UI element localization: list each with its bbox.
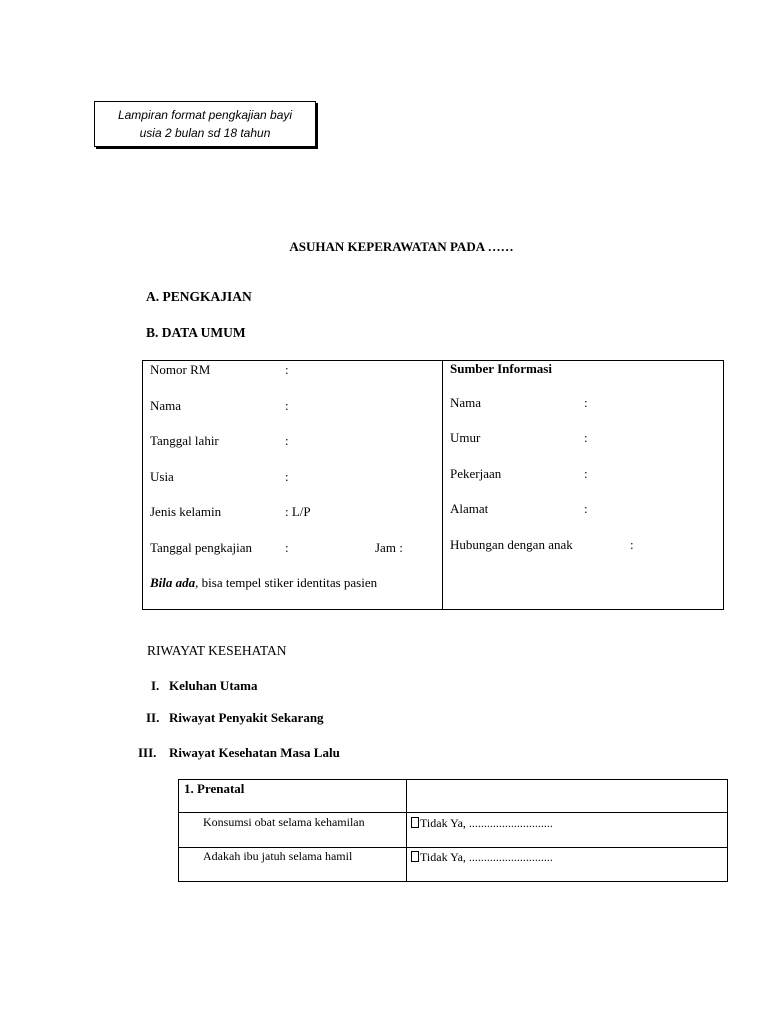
- colon-hubungan: :: [630, 537, 634, 552]
- label-sumber-informasi: Sumber Informasi: [450, 361, 552, 376]
- section-pengkajian: A. PENGKAJIAN: [146, 289, 252, 304]
- note-line-2: usia 2 bulan sd 18 tahun: [139, 126, 271, 140]
- sticker-note-emphasis: Bila ada: [150, 575, 196, 590]
- label-pekerjaan: Pekerjaan: [450, 466, 502, 481]
- prenatal-value-jatuh-text: Tidak Ya, ............................: [420, 850, 553, 864]
- checkbox-icon: [411, 851, 419, 862]
- colon-umur: :: [584, 430, 588, 445]
- prenatal-value-jatuh: [411, 850, 553, 865]
- label-hubungan: Hubungan dengan anak: [450, 537, 573, 552]
- label-alamat: Alamat: [450, 501, 489, 516]
- prenatal-header: 1. Prenatal: [184, 781, 245, 796]
- label-sumber-nama: Nama: [450, 395, 482, 410]
- colon-nomor-rm: :: [285, 362, 289, 377]
- prenatal-value-obat-text: Tidak Ya, ............................: [420, 816, 553, 830]
- sticker-note-text: , bisa tempel stiker identitas pasien: [195, 575, 378, 590]
- sticker-note: [150, 575, 377, 591]
- prenatal-row-line-2: [178, 847, 727, 848]
- label-umur: Umur: [450, 430, 481, 445]
- label-jam: Jam :: [375, 540, 403, 555]
- num-riwayat-penyakit: II.: [146, 710, 160, 725]
- colon-nama: :: [285, 398, 289, 413]
- data-umum-divider: [442, 360, 443, 609]
- colon-usia: :: [285, 469, 289, 484]
- section-data-umum: B. DATA UMUM: [146, 325, 246, 340]
- item-riwayat-masa-lalu: Riwayat Kesehatan Masa Lalu: [169, 745, 340, 760]
- colon-alamat: :: [584, 501, 588, 516]
- attachment-note: [94, 101, 316, 147]
- num-riwayat-masa-lalu: III.: [138, 745, 157, 760]
- label-nomor-rm: Nomor RM: [150, 362, 211, 377]
- label-usia: Usia: [150, 469, 174, 484]
- data-umum-table: [142, 360, 724, 610]
- colon-tanggal-pengkajian: :: [285, 540, 289, 555]
- item-riwayat-penyakit: Riwayat Penyakit Sekarang: [169, 710, 324, 725]
- item-keluhan-utama: Keluhan Utama: [169, 678, 258, 693]
- value-jenis-kelamin: : L/P: [285, 504, 311, 519]
- label-tanggal-lahir: Tanggal lahir: [150, 433, 219, 448]
- document-title: ASUHAN KEPERAWATAN PADA ……: [289, 239, 514, 254]
- label-tanggal-pengkajian: Tanggal pengkajian: [150, 540, 252, 555]
- num-keluhan-utama: I.: [151, 678, 160, 693]
- checkbox-icon: [411, 817, 419, 828]
- colon-sumber-nama: :: [584, 395, 588, 410]
- heading-riwayat-kesehatan: RIWAYAT KESEHATAN: [147, 643, 287, 658]
- colon-tanggal-lahir: :: [285, 433, 289, 448]
- prenatal-label-obat: Konsumsi obat selama kehamilan: [203, 815, 365, 829]
- label-jenis-kelamin: Jenis kelamin: [150, 504, 222, 519]
- prenatal-divider: [406, 779, 407, 881]
- note-line-1: Lampiran format pengkajian bayi: [117, 108, 293, 122]
- prenatal-value-obat: [411, 816, 553, 831]
- label-nama: Nama: [150, 398, 182, 413]
- prenatal-row-line-1: [178, 812, 727, 813]
- colon-pekerjaan: :: [584, 466, 588, 481]
- prenatal-label-jatuh: Adakah ibu jatuh selama hamil: [203, 849, 353, 863]
